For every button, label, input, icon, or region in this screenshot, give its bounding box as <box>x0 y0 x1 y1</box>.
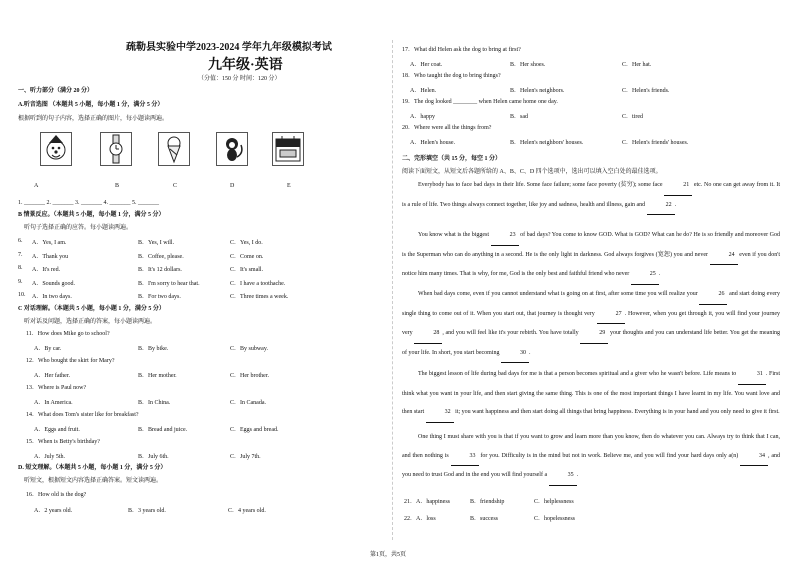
q13-option-b[interactable]: B．In China. <box>138 400 171 406</box>
cloze-blank-30[interactable]: 30 <box>501 344 529 364</box>
cloze-text: One thing I must share with you is that if you want to grow and learn more than you know, then do whatever you can. Always try to think that I can, and then nothing is <box>402 434 780 459</box>
q20-option-a[interactable]: A．Helen's house. <box>410 140 456 146</box>
cloze-blank-27[interactable]: 27 <box>597 305 625 325</box>
q14-option-b[interactable]: B．Bread and juice. <box>138 427 188 433</box>
q8-option-c[interactable]: C．It's small. <box>230 267 264 273</box>
picture-b-watch <box>100 132 132 166</box>
q15-option-b[interactable]: B．July 6th. <box>138 454 169 460</box>
cloze-paragraph-3 <box>402 285 780 363</box>
question-15: 15．When is Betty's birthday? <box>26 439 100 445</box>
page-footer: 第1页，共5页 <box>370 552 407 558</box>
q8-option-b[interactable]: B．It's 12 dollars. <box>138 267 182 273</box>
q11-option-c[interactable]: C．By subway. <box>230 346 268 352</box>
q8-option-a[interactable]: A．It's red. <box>32 267 61 273</box>
cloze-text: . <box>576 472 579 478</box>
subject-title: 九年级·英语 <box>208 58 283 73</box>
cloze-text: , and you will feel like it's your rebirth. You have totally <box>442 330 581 336</box>
cloze-text: even if you don't notice him many times. That is why, for me, God is the only best and faithful friend who never <box>402 251 780 277</box>
cloze-text: for you. Difficulty is in the mind but not in work. Believe me, and you will find your hard days only a(n) <box>478 452 741 459</box>
cloze-text: . First think what you want in your life, and then start giving the same thing. This is one of the most important things I have learnt in my life. You want love and then start <box>402 371 780 415</box>
cloze-text: it; you want happiness and then start doing all things that bring happiness. Everything is in your hand and you only need to give it first. <box>453 409 780 415</box>
question-11: 11．How does Mike go to school? <box>26 331 110 337</box>
q14-option-a[interactable]: A．Eggs and fruit. <box>34 427 80 433</box>
q9-option-c[interactable]: C．I have a toothache. <box>230 280 286 287</box>
q22-option-c[interactable]: C．hopelessness <box>534 516 575 522</box>
q12-option-a[interactable]: A．Her father. <box>34 373 70 379</box>
picture-d-monkey <box>216 132 248 166</box>
pic-label-d: D <box>230 183 235 189</box>
section-d-heading: D. 短文理解。（本题共 5 小题，每小题 1 分，满分 5 分） <box>18 465 167 471</box>
q15-option-c[interactable]: C．July 7th. <box>230 454 261 460</box>
q11-option-b[interactable]: B．By bike. <box>138 346 169 352</box>
picture-c-ice-cream <box>158 132 190 166</box>
question-13: 13．Where is Paul now? <box>26 385 87 391</box>
q21-option-b[interactable]: B．friendship <box>470 499 505 505</box>
cloze-blank-21[interactable]: 21 <box>664 176 692 196</box>
cloze-blank-34[interactable]: 34 <box>740 447 768 467</box>
q17-option-b[interactable]: B．Her shoes. <box>510 62 546 68</box>
cloze-text: . <box>528 349 531 356</box>
cloze-blank-32[interactable]: 32 <box>426 403 454 423</box>
question-16: 16．How old is the dog? <box>26 492 87 498</box>
cloze-blank-28[interactable]: 28 <box>414 324 442 344</box>
q6-option-c[interactable]: C．Yes, I do. <box>230 240 263 246</box>
q9-option-a[interactable]: A．Sounds good. <box>32 280 76 287</box>
q9-option-b[interactable]: B．I'm sorry to hear that. <box>138 280 200 287</box>
q11-option-a[interactable]: A．By car. <box>34 346 62 352</box>
q13-option-a[interactable]: A．In America. <box>34 400 73 406</box>
q7-option-a[interactable]: A．Thank you <box>32 253 69 260</box>
q19-option-c[interactable]: C．tired <box>622 114 643 120</box>
q12-option-b[interactable]: B．Her mother. <box>138 373 177 379</box>
cloze-text: of bad days? You come to know GOD. What is GOD? What can he do? He is so friendly and moreover God is the Superman who can do anything in a second. He is the only light in darkness. God always forgives (宽恕) you and never <box>402 232 780 258</box>
section-a-instructions: 根据听到的句子内容，选择正确的图片，每小题读两遍。 <box>18 116 169 122</box>
cloze-text: Everybody has to face bad days in their life. Some face failure; some face poverty (贫穷); some face <box>418 182 665 188</box>
school-title: 疏勒县实验中学2023-2024 学年九年级模拟考试 <box>126 42 332 53</box>
q7-option-c[interactable]: C．Come on. <box>230 253 264 260</box>
cloze-blank-35[interactable]: 35 <box>549 466 577 486</box>
q13-option-c[interactable]: C．In Canada. <box>230 400 266 406</box>
cloze-blank-23[interactable]: 23 <box>491 226 519 246</box>
q22-option-a[interactable]: 22．A．loss <box>404 516 436 522</box>
q7-option-b[interactable]: B．Coffee, please. <box>138 253 184 260</box>
cloze-text: . However, when you get through it, you will find your journey very <box>402 310 780 336</box>
cloze-blank-33[interactable]: 33 <box>451 447 479 467</box>
column-divider <box>392 40 393 540</box>
picture-e-calendar <box>272 132 304 166</box>
section-c-instructions: 听对话及问题，选择正确的答案，每小题读两遍。 <box>24 319 157 325</box>
q10-option-b[interactable]: B．For two days. <box>138 294 181 300</box>
q19-option-b[interactable]: B．sad <box>510 114 529 120</box>
cloze-paragraph-5 <box>402 428 780 486</box>
cloze-paragraph-4 <box>402 365 780 423</box>
q21-option-a[interactable]: 21．A．happiness <box>404 499 450 505</box>
question-17: 17．What did Helen ask the dog to bring at first? <box>402 47 521 53</box>
section-b-heading: B 情景反应。（本题共 5 小题，每小题 1 分，满分 5 分） <box>18 212 165 218</box>
cloze-paragraph-2 <box>402 226 780 285</box>
question-7-number: 7. <box>18 251 23 258</box>
q10-option-a[interactable]: A．In two days. <box>32 294 72 300</box>
q16-option-b[interactable]: B．3 years old. <box>128 508 166 514</box>
section-a-heading: A.听音选图 （本题共 5 小题，每小题 1 分，满分 5 分） <box>18 102 164 108</box>
q20-option-c[interactable]: C．Helen's friends' houses. <box>622 140 689 146</box>
pic-label-c: C <box>173 183 178 189</box>
q18-option-a[interactable]: A．Helen. <box>410 88 437 94</box>
cloze-text: . <box>674 201 677 208</box>
cloze-text: etc. No one can get away from it. It is a rule of life. Two things always connect together, like joy and sadness, health and illness, gain and <box>402 182 781 208</box>
cloze-blank-24[interactable]: 24 <box>710 246 738 266</box>
q21-option-c[interactable]: C．helplessness <box>534 499 574 505</box>
cloze-blank-22[interactable]: 22 <box>647 196 675 216</box>
cloze-blank-31[interactable]: 31 <box>738 365 766 385</box>
q17-option-c[interactable]: C．Her hat. <box>622 62 652 68</box>
question-6-number: 6. <box>18 238 23 244</box>
question-20: 20．Where were all the things from? <box>402 125 492 131</box>
q20-option-b[interactable]: B．Helen's neighbors' houses. <box>510 140 584 146</box>
question-9-number: 9. <box>18 278 23 285</box>
q17-option-a[interactable]: A．Her coat. <box>410 62 443 68</box>
q6-option-b[interactable]: B．Yes, I will. <box>138 240 175 246</box>
q15-option-a[interactable]: A．July 5th. <box>34 454 66 460</box>
q18-option-c[interactable]: C．Helen's friends. <box>622 88 670 94</box>
q18-option-b[interactable]: B．Helen's neighbors. <box>510 88 565 94</box>
q10-option-c[interactable]: C．Three times a week. <box>230 294 289 300</box>
q6-option-a[interactable]: A．Yes, I am. <box>32 240 67 246</box>
q14-option-c[interactable]: C．Eggs and bread. <box>230 427 279 433</box>
cloze-blank-26[interactable]: 26 <box>699 285 727 305</box>
q16-option-c[interactable]: C．4 years old. <box>228 508 266 514</box>
pic-label-a: A <box>34 183 39 189</box>
part1-heading: 一、听力部分（满分 20 分） <box>18 88 94 94</box>
cloze-instructions: 阅读下面短文，从短文后各题所给的 A、B、C、D 四个选项中，选出可以填入空白处的最佳选项。 <box>402 169 662 175</box>
question-14: 14．What does Tom's sister like for breakfast? <box>26 412 139 418</box>
cloze-text: . <box>658 271 661 277</box>
cloze-text: When bad days come, even if you cannot understand what is going on at first, after some time you will realize your <box>418 291 700 297</box>
section-d-instructions: 听短文，根据短文内容选择正确答案。短文读两遍。 <box>24 478 163 484</box>
question-18: 18．Who taught the dog to bring things? <box>402 73 501 79</box>
cloze-text: , and you need to trust God and in the end you will find yourself a <box>402 452 780 478</box>
question-19: 19．The dog looked ________ when Helen came home one day. <box>402 99 558 105</box>
cloze-text: and start doing every single thing to come out of it. When you start out, that journey is thought very <box>402 291 780 317</box>
q12-option-c[interactable]: C．Her brother. <box>230 373 269 379</box>
exam-meta: （分值：150 分 时间：120 分） <box>198 76 281 82</box>
question-8-number: 8. <box>18 265 23 271</box>
section-c-heading: C 对话理解。（本题共 5 小题，每小题 1 分，满分 5 分） <box>18 306 165 312</box>
q22-option-b[interactable]: B．success <box>470 516 498 522</box>
answer-blanks-1-5[interactable]: 1. _______ 2. _______ 3. _______ 4. _______ 5. _______ <box>18 200 159 206</box>
cloze-paragraph-1 <box>402 176 780 215</box>
cloze-text: your thoughts and you can understand life better. You get the meaning of your life. In short, you start becoming <box>402 330 780 356</box>
q19-option-a[interactable]: A．happy <box>410 114 435 120</box>
cloze-text: The biggest lesson of life during bad days for me is that a person becomes spiritual and a giver who he wasn't before. Life means to <box>418 371 738 377</box>
question-12: 12．Who bought the skirt for Mary? <box>26 358 115 364</box>
cloze-heading: 二、完形填空（共 15 分，每空 1 分） <box>402 156 502 162</box>
picture-a-clown <box>40 132 72 166</box>
cloze-text: You know what is the biggest <box>418 232 491 238</box>
section-b-instructions: 听句子选择正确的应答。每小题读两遍。 <box>24 225 133 231</box>
cloze-blank-25[interactable]: 25 <box>631 265 659 285</box>
pic-label-b: B <box>115 183 120 189</box>
q16-option-a[interactable]: A．2 years old. <box>34 508 73 514</box>
cloze-blank-29[interactable]: 29 <box>580 324 608 344</box>
pic-label-e: E <box>287 183 291 189</box>
question-10-number: 10. <box>18 292 26 298</box>
